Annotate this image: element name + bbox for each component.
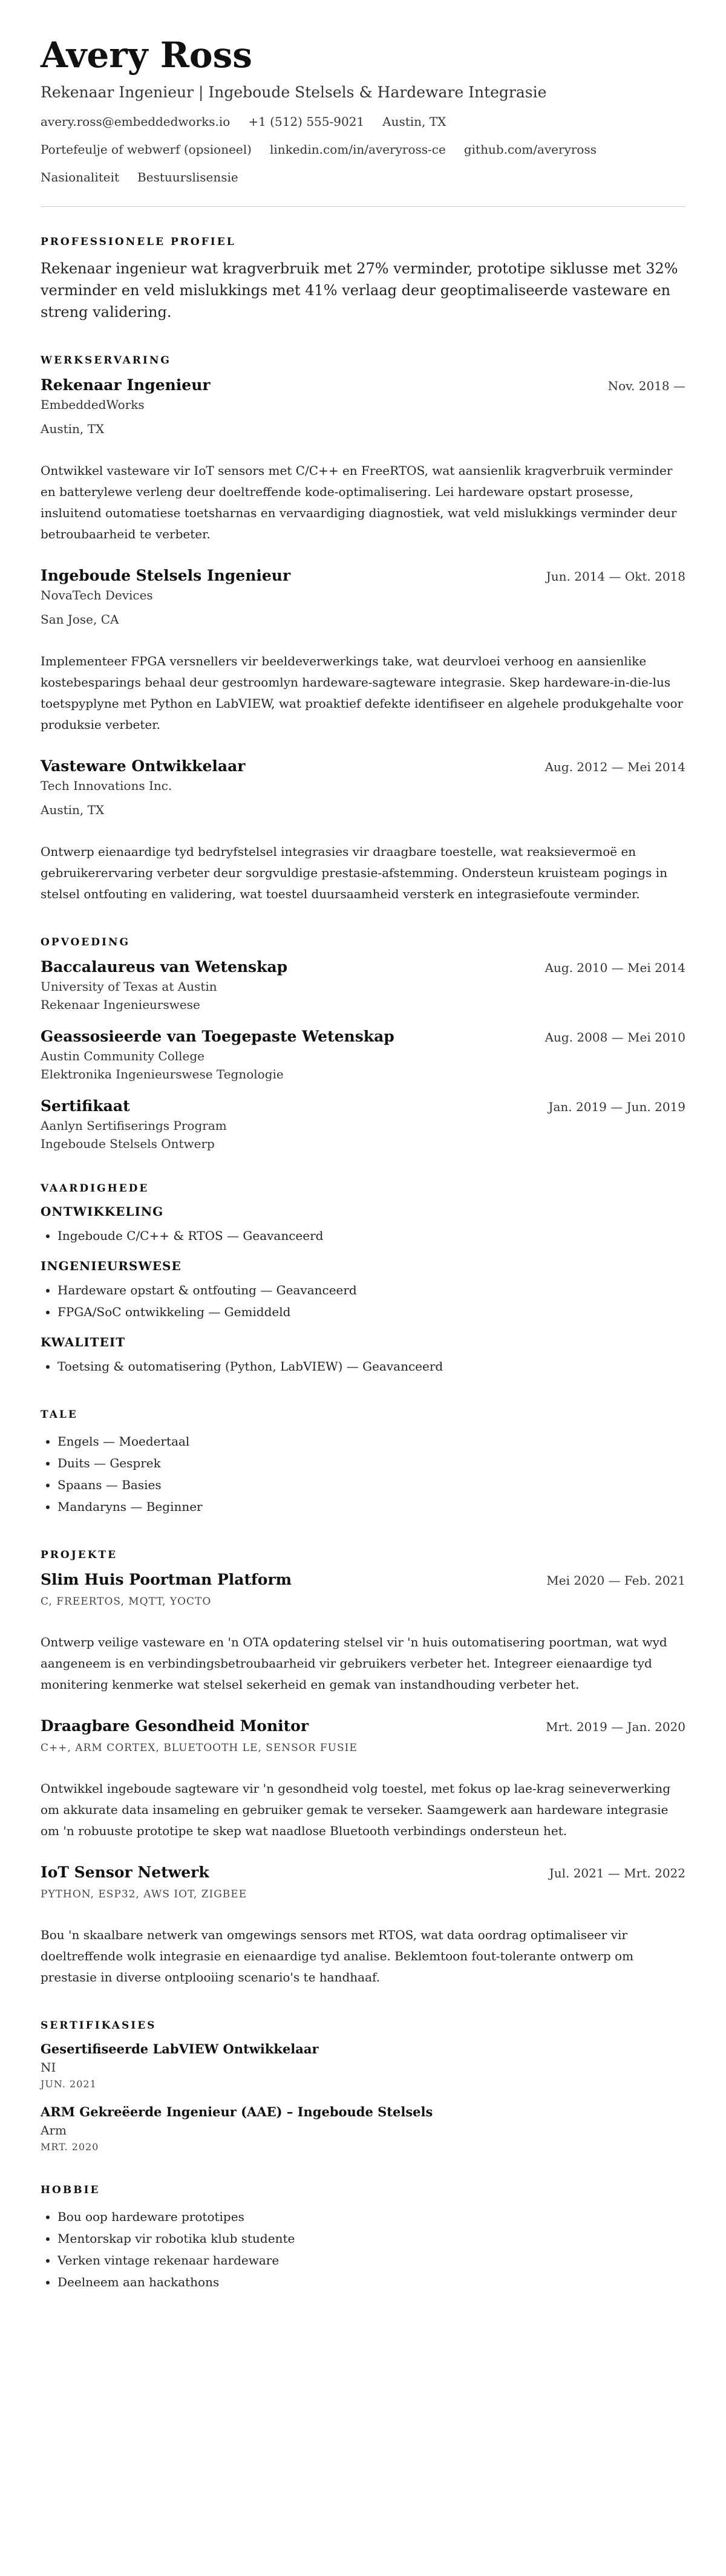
job-date: Aug. 2012 — Mei 2014	[544, 759, 685, 774]
skills-section	[41, 1182, 685, 1377]
job-role: Ingeboude Stelsels Ingenieur	[41, 566, 291, 584]
school-name: Aanlyn Sertifiserings Program	[41, 1118, 227, 1133]
certification-date: JUN. 2021	[41, 2078, 97, 2090]
skill-category: KWALITEIT	[41, 1334, 126, 1349]
project-name: Draagbare Gesondheid Monitor	[41, 1717, 309, 1735]
drivers-license: Bestuurslisensie	[137, 169, 238, 184]
skill-list	[41, 1225, 685, 1247]
certifications-section	[41, 2020, 685, 2153]
job-date: Jun. 2014 — Okt. 2018	[546, 569, 685, 584]
project-name: IoT Sensor Netwerk	[41, 1863, 209, 1881]
project-date: Mrt. 2019 — Jan. 2020	[546, 1719, 685, 1734]
job-role: Rekenaar Ingenieur	[41, 376, 211, 394]
section-title: OPVOEDING	[41, 936, 131, 948]
section-title: PROJEKTE	[41, 1548, 118, 1561]
project-entry	[41, 1571, 685, 1695]
degree-title: Sertifikaat	[41, 1097, 130, 1115]
education-entry	[41, 958, 685, 1012]
certification-issuer: NI	[41, 2059, 56, 2075]
skill-category: ONTWIKKELING	[41, 1204, 164, 1219]
experience-entry	[41, 567, 685, 735]
section-title: PROFESSIONELE PROFIEL	[41, 235, 236, 248]
certification-entry	[41, 2104, 685, 2153]
job-location: Austin, TX	[41, 421, 105, 436]
education-section	[41, 936, 685, 1151]
section-title: VAARDIGHEDE	[41, 1182, 149, 1195]
education-entry	[41, 1028, 685, 1081]
experience-section	[41, 354, 685, 905]
language-item: • Spaans — Basies	[57, 1474, 685, 1496]
job-company: NovaTech Devices	[41, 587, 153, 602]
job-role: Vasteware Ontwikkelaar	[41, 757, 246, 775]
project-name: Slim Huis Poortman Platform	[41, 1570, 292, 1588]
certification-entry	[41, 2041, 685, 2090]
certification-name: ARM Gekreëerde Ingenieur (AAE) – Ingeboude Stelsels	[41, 2104, 433, 2119]
section-title: TALE	[41, 1408, 78, 1421]
section-title: SERTIFIKASIES	[41, 2019, 157, 2032]
profile-summary: Rekenaar ingenieur wat kragverbruik met 27% verminder, prototipe siklusse met 32% verminder en veld mislukkings met 41% verlaag deur geoptimaliseerde vasteware en streng validering.	[41, 259, 678, 321]
language-list	[41, 1430, 685, 1518]
skill-list	[41, 1355, 685, 1377]
project-date: Mei 2020 — Feb. 2021	[546, 1573, 685, 1588]
job-description: Ontwerp eienaardige tyd bedryfstelsel integrasies vir draagbare toestelle, wat reaksievermoë en gebruikerervaring verbeter deur sorgvuldige prestasie-afstemming. Ondersteun kruisteam pogings in stelsel ontfouting en validering, wat toestel duursaamheid versterk en integrasiefoute verminder.	[41, 844, 667, 901]
project-tech: C, FREERTOS, MQTT, YOCTO	[41, 1595, 212, 1608]
linkedin-link[interactable]: linkedin.com/in/averyross-ce	[269, 142, 446, 157]
github-link[interactable]: github.com/averyross	[463, 142, 597, 157]
hobby-item: • Deelneem aan hackathons	[57, 2271, 685, 2293]
study-field: Ingeboude Stelsels Ontwerp	[41, 1136, 215, 1151]
skill-category: INGENIEURSWESE	[41, 1258, 182, 1273]
project-date: Jul. 2021 — Mrt. 2022	[549, 1865, 685, 1880]
certification-issuer: Arm	[41, 2122, 67, 2137]
project-description: Bou 'n skaalbare netwerk van omgewings sensors met RTOS, wat data oordrag optimaliseer vir doeltreffende wolk integrasie en eienaardige tyd analise. Beklemtoon fout-tolerante ontwerp om prestasie in diverse ontplooiing scenario's te handhaaf.	[41, 1927, 634, 1984]
study-field: Rekenaar Ingenieurswese	[41, 997, 200, 1012]
hobby-list	[41, 2206, 685, 2293]
languages-section	[41, 1409, 685, 1518]
contact-row-1	[41, 114, 685, 129]
language-item: • Duits — Gesprek	[57, 1452, 685, 1474]
skill-item: • FPGA/SoC ontwikkeling — Gemiddeld	[57, 1301, 685, 1323]
language-item: • Engels — Moedertaal	[57, 1430, 685, 1452]
job-date: Nov. 2018 —	[607, 378, 685, 393]
hobby-item: • Mentorskap vir robotika klub studente	[57, 2228, 685, 2249]
skill-item: • Toetsing & outomatisering (Python, LabVIEW) — Geavanceerd	[57, 1355, 685, 1377]
job-description: Implementeer FPGA versnellers vir beeldeverwerkings take, wat deurvloei verhoog en aansienlike kostebesparings behaal deur gestroomlyn hardeware-sagteware integrasie. Skep hardeware-in-die-lus toetspyplyne met Python en LabVIEW, wat proaktief defekte identifiseer en algehele produkgehalte voor produksie verbeter.	[41, 653, 684, 732]
portfolio-link[interactable]: Portefeulje of webwerf (opsioneel)	[41, 142, 252, 157]
contact-row-2	[41, 142, 685, 157]
project-entry	[41, 1717, 685, 1842]
hobby-item: • Bou oop hardeware prototipes	[57, 2206, 685, 2228]
certification-date: MRT. 2020	[41, 2141, 99, 2153]
degree-date: Aug. 2010 — Mei 2014	[544, 960, 685, 975]
hobby-item: • Verken vintage rekenaar hardeware	[57, 2249, 685, 2271]
nationality: Nasionaliteit	[41, 169, 120, 184]
language-item: • Mandaryns — Beginner	[57, 1496, 685, 1518]
skill-list	[41, 1279, 685, 1323]
project-description: Ontwerp veilige vasteware en 'n OTA opdatering stelsel vir 'n huis outomatisering poortman, wat wyd aangeneem is en verbindingsbetroubaarheid vir gebruikers verbeter het. Integreer eienaardige tyd monitering kenmerke wat stelsel sekerheid en gemak van instandhouding verbeter het.	[41, 1634, 667, 1692]
degree-title: Geassosieerde van Toegepaste Wetenskap	[41, 1027, 394, 1045]
section-title: WERKSERVARING	[41, 354, 171, 367]
project-entry	[41, 1864, 685, 1988]
header-divider	[41, 206, 685, 207]
profile-section	[41, 236, 685, 323]
phone-number: +1 (512) 555-9021	[248, 114, 365, 129]
location: Austin, TX	[382, 114, 446, 129]
contact-row-3	[41, 170, 685, 184]
job-location: San Jose, CA	[41, 611, 119, 627]
candidate-headline: Rekenaar Ingenieur | Ingeboude Stelsels & Hardeware Integrasie	[41, 83, 547, 101]
section-title: HOBBIE	[41, 2183, 100, 2196]
email-link[interactable]: avery.ross@embeddedworks.io	[41, 114, 231, 129]
degree-date: Jan. 2019 — Jun. 2019	[548, 1099, 685, 1114]
hobbies-section	[41, 2184, 685, 2293]
experience-entry	[41, 757, 685, 905]
job-company: EmbeddedWorks	[41, 397, 145, 412]
degree-title: Baccalaureus van Wetenskap	[41, 957, 288, 976]
project-tech: PYTHON, ESP32, AWS IOT, ZIGBEE	[41, 1888, 247, 1900]
education-entry	[41, 1097, 685, 1151]
skill-item: • Hardeware opstart & ontfouting — Geavanceerd	[57, 1279, 685, 1301]
candidate-name: Avery Ross	[41, 34, 252, 76]
experience-entry	[41, 376, 685, 545]
school-name: Austin Community College	[41, 1048, 204, 1063]
job-company: Tech Innovations Inc.	[41, 778, 172, 793]
degree-date: Aug. 2008 — Mei 2010	[544, 1029, 685, 1045]
job-description: Ontwikkel vasteware vir IoT sensors met C/C++ en FreeRTOS, wat aansienlik kragverbruik verminder en batterylewe verleng deur doeltreffende kode-optimalisering. Lei hardeware opstart prosesse, insluitend outomatiese toetsharnas en vervaardiging diagnostiek, wat veld mislukkings verminder deur betroubaarheid te verbeter.	[41, 463, 677, 541]
projects-section	[41, 1549, 685, 1988]
project-tech: C++, ARM CORTEX, BLUETOOTH LE, SENSOR FUSIE	[41, 1741, 358, 1754]
job-location: Austin, TX	[41, 802, 105, 817]
certification-name: Gesertifiseerde LabVIEW Ontwikkelaar	[41, 2041, 319, 2056]
resume-header	[41, 36, 685, 184]
study-field: Elektronika Ingenieurswese Tegnologie	[41, 1066, 284, 1081]
project-description: Ontwikkel ingeboude sagteware vir 'n gesondheid volg toestel, met fokus op lae-krag seineverwerking om akkurate data insameling en gebruiker gemak te verseker. Saamgewerk aan hardeware integrasie om 'n robuuste prototipe te skep wat naadlose Bluetooth verbindings ondersteun het.	[41, 1781, 671, 1838]
school-name: University of Texas at Austin	[41, 979, 217, 994]
skill-item: • Ingeboude C/C++ & RTOS — Geavanceerd	[57, 1225, 685, 1247]
